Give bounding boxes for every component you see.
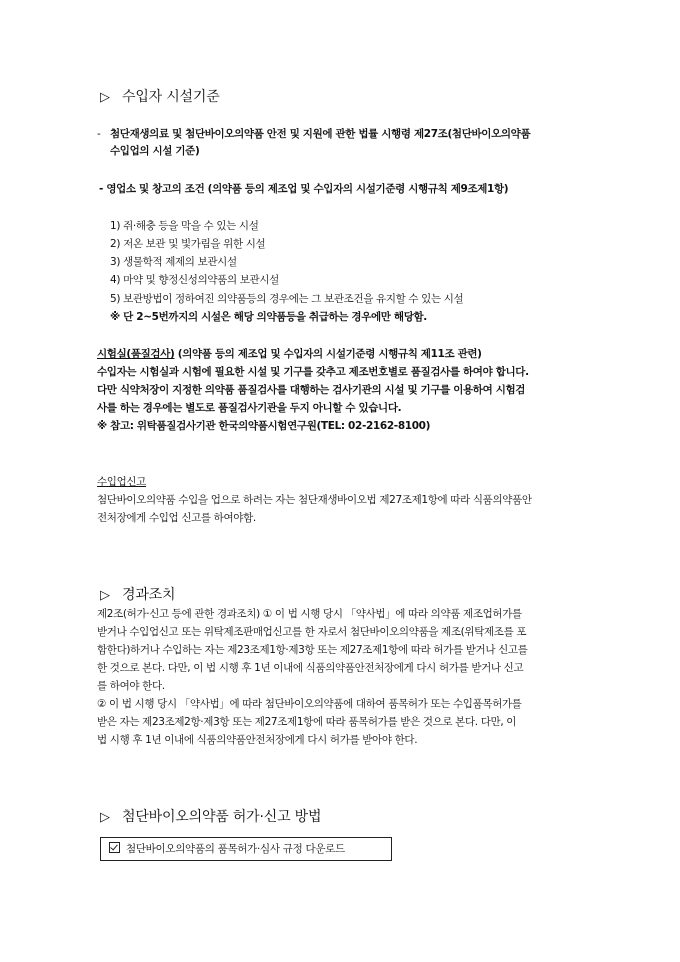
transition-line: 받거나 수입업신고 또는 위탁제조판매업신고를 한 자로서 첨단바이오의약품을 제조(위탁제조를 포 [97,626,527,638]
lab-title-line [97,346,482,364]
triangle-icon: ▷ [100,588,110,603]
section-heading-text: 첨단바이오의약품 허가·신고 방법 [122,809,322,825]
transition-line: 한 것으로 본다. 다만, 이 법 시행 후 1년 이내에 식품의약품안전처장에게 다시 허가를 받거나 신고 [97,662,524,674]
transition-line: 법 시행 후 1년 이내에 식품의약품안전처장에게 다시 허가를 받아야 한다. [97,734,418,746]
lab-body-line: 수입자는 시험실과 시험에 필요한 시설 및 기구를 갖추고 제조번호별로 품질검사를 하여야 합니다. [97,366,529,378]
section-heading-approval [100,806,321,826]
transition-line: 받은 자는 제23조제2항·제3항 또는 제27조제1항에 따라 품목허가를 받은 것으로 본다. 다만, 이 [97,716,517,728]
facility-condition-line: - 영업소 및 창고의 조건 (의약품 등의 제조업 및 수입자의 시설기준령 시행규칙 제9조제1항) [99,183,509,195]
import-report-line: 전처장에게 수입업 신고를 하여야함. [97,512,256,524]
triangle-icon: ▷ [100,90,110,105]
transition-line: 제2조(허가·신고 등에 관한 경과조치) ① 이 법 시행 당시 「약사법」에 따라 의약품 제조업허가를 [97,608,522,620]
list-item: 4) 마약 및 향정신성의약품의 보관시설 [110,274,279,286]
section-heading-text: 경과조치 [122,587,176,603]
lab-title-ref: (의약품 등의 제조업 및 수입자의 시설기준령 시행규칙 제11조 관련) [174,348,482,360]
list-note: ※ 단 2~5번까지의 시설은 해당 의약품등을 취급하는 경우에만 해당함. [110,311,427,323]
transition-line: ② 이 법 시행 당시 「약사법」에 따라 첨단바이오의약품에 대하여 품목허가 또는 수입품목허가를 [97,698,522,710]
list-item: 1) 쥐·해충 등을 막을 수 있는 시설 [110,220,259,232]
section-heading-transition [100,584,175,604]
lab-body-line: 사를 하는 경우에는 별도로 품질검사기관을 두지 아니할 수 있습니다. [97,402,402,414]
checkbox-icon [109,842,120,853]
lab-body-line: 다만 식약처장이 지정한 의약품 품질검사를 대행하는 검사기관의 시설 및 기구를 이용하여 시험검 [97,384,526,396]
list-item: 5) 보관방법이 정하여진 의약품등의 경우에는 그 보관조건을 유지할 수 있는 시설 [110,293,464,305]
transition-line: 함한다)하거나 수입하는 자는 제23조제1항·제3항 또는 제27조제1항에 따라 허가를 받거나 신고를 [97,644,528,656]
facility-law-line1: 첨단재생의료 및 첨단바이오의약품 안전 및 지원에 관한 법률 시행령 제27조(첨단바이오의약품 [110,128,531,140]
list-item: 3) 생물학적 제제의 보관시설 [110,256,237,268]
bullet-dash: - [97,128,101,140]
list-item: 2) 저온 보관 및 빛가림을 위한 시설 [110,238,266,250]
lab-title: 시험실(품질검사) [97,348,175,360]
facility-law-line2: 수입업의 시설 기준) [110,145,200,157]
transition-line: 를 하여야 한다. [97,680,165,692]
triangle-icon: ▷ [100,810,110,825]
download-label: 첨단바이오의약품의 품목허가·심사 규정 다운로드 [126,843,345,855]
import-report-title: 수입업신고 [97,476,146,488]
section-heading-facility [100,86,220,106]
import-report-line: 첨단바이오의약품 수입을 업으로 하려는 자는 첨단재생바이오법 제27조제1항에 따라 식품의약품안 [97,494,532,506]
download-regulation-link[interactable] [100,837,392,861]
lab-reference: ※ 참고: 위탁품질검사기관 한국의약품시험연구원(TEL: 02-2162-8100) [97,420,431,432]
section-heading-text: 수입자 시설기준 [122,89,220,105]
